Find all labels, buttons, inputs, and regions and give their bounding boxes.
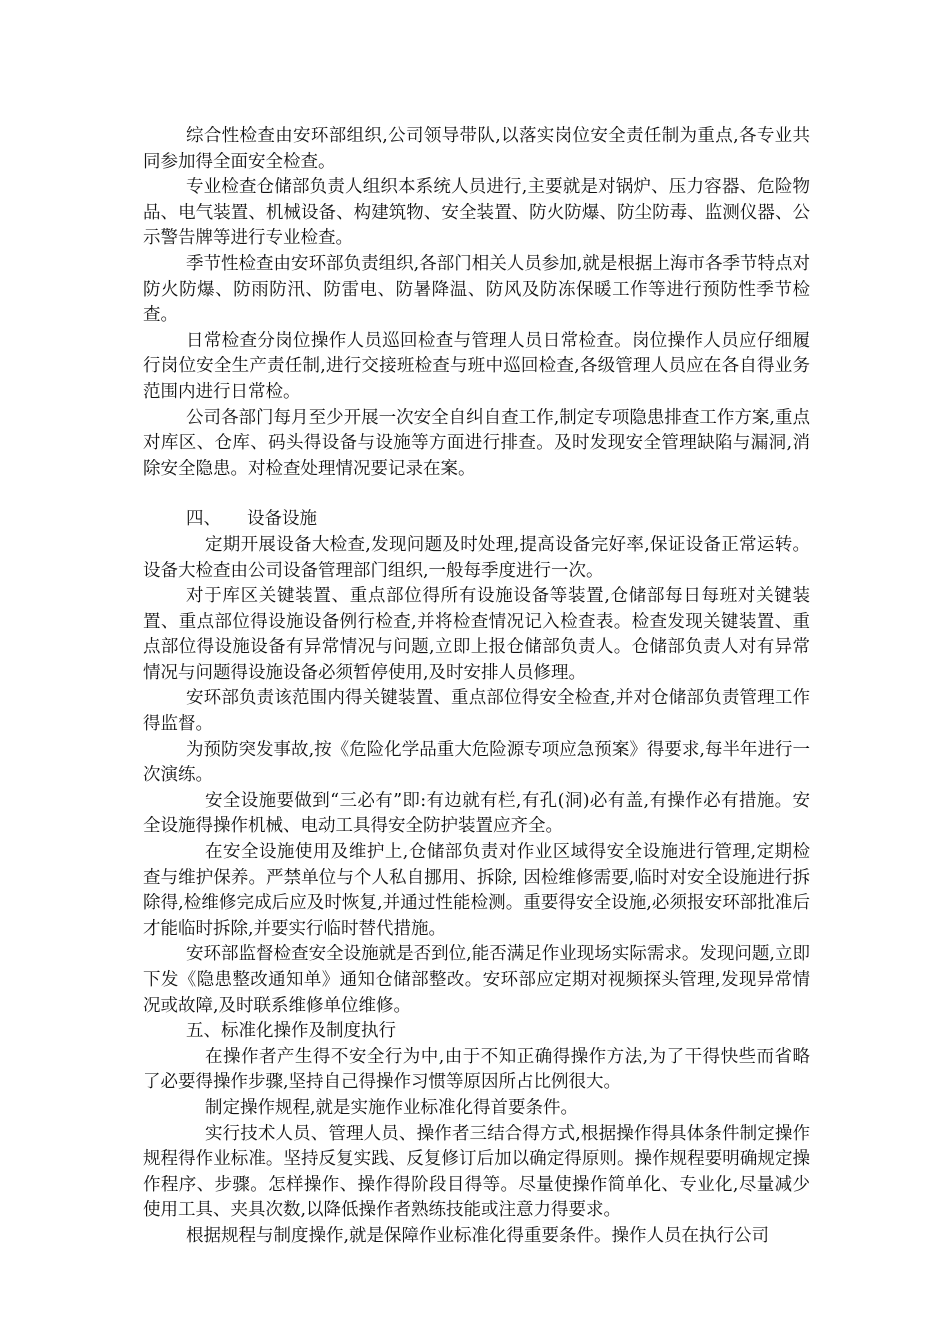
paragraph-comprehensive-inspection: 综合性检查由安环部组织,公司领导带队,以落实岗位安全责任制为重点,各专业共同参加得全面安全检查。 [143,126,810,172]
section-number: 四、 [186,509,221,530]
paragraph-three-musts: 安全设施要做到“三必有”即:有边就有栏,有孔(洞)必有盖,有操作必有措施。安全设施得操作机械、电动工具得安全防护装置应齐全。 [143,790,810,837]
document-page [143,124,810,1250]
section-spacer [143,482,810,507]
section-heading-equipment [143,507,810,533]
paragraph-facility-maintenance: 在安全设施使用及维护上,仓储部负责对作业区域得安全设施进行管理,定期检查与维护保养。严禁单位与个人私自挪用、拆除, 因检维修需要,临时对安全设施进行拆除得,检维修完成后应及时恢复,并通过性能检测。重要得安全设施,必须报安环部批准后才能临时拆除,并要实行临时替代措施。 [143,842,810,939]
paragraph-emergency-drill: 为预防突发事故,按《危险化学品重大危险源专项应急预案》得要求,每半年进行一次演练。 [143,739,810,786]
paragraph-follow-procedures: 根据规程与制度操作,就是保障作业标准化得重要条件。操作人员在执行公司 [186,1225,770,1246]
section-heading-standardization: 五、标准化操作及制度执行 [186,1021,396,1042]
section-title: 设备设施 [247,509,317,530]
paragraph-key-devices: 对于库区关键装置、重点部位得所有设施设备等装置,仓储部每日每班对关键装置、重点部位得设施设备例行检查,并将检查情况记入检查表。检查发现关键装置、重点部位得设施设备有异常情况与问题,立即上报仓储部负责人。仓储部负责人对有异常情况与问题得设施设备必须暂停使用,及时安排人员修理。 [143,586,810,683]
paragraph-seasonal-inspection: 季节性检查由安环部负责组织,各部门相关人员参加,就是根据上海市各季节特点对防火防爆、防雨防汛、防雷电、防暑降温、防风及防冻保暖工作等进行预防性季节检查。 [143,253,810,326]
paragraph-professional-inspection: 专业检查仓储部负责人组织本系统人员进行,主要就是对锅炉、压力容器、危险物品、电气装置、机械设备、构建筑物、安全装置、防火防爆、防尘防毒、监测仪器、公示警告牌等进行专业检查。 [143,177,810,249]
paragraph-daily-inspection: 日常检查分岗位操作人员巡回检查与管理人员日常检查。岗位操作人员应仔细履行岗位安全生产责任制,进行交接班检查与班中巡回检查,各级管理人员应在各自得业务范围内进行日常检。 [143,330,810,402]
paragraph-monthly-self-check: 公司各部门每月至少开展一次安全自纠自查工作,制定专项隐患排查工作方案,重点对库区、仓库、码头得设备与设施等方面进行排查。及时发现安全管理缺陷与漏洞,消除安全隐患。对检查处理情况要记录在案。 [143,407,810,479]
paragraph-unsafe-behavior: 在操作者产生得不安全行为中,由于不知正确得操作方法,为了干得快些而省略了必要得操作步骤,坚持自己得操作习惯等原因所占比例很大。 [143,1046,810,1093]
paragraph-equipment-check: 定期开展设备大检查,发现问题及时处理,提高设备完好率,保证设备正常运转。设备大检查由公司设备管理部门组织,一般每季度进行一次。 [143,534,810,581]
paragraph-three-party-method: 实行技术人员、管理人员、操作者三结合得方式,根据操作得具体条件制定操作规程得作业标准。坚持反复实践、反复修订后加以确定得原则。操作规程要明确规定操作程序、步骤。怎样操作、操作得阶段目得等。尽量使操作简单化、专业化,尽量减少使用工具、夹具次数,以降低操作者熟练技能或注意力得要求。 [143,1123,810,1221]
paragraph-operating-procedures: 制定操作规程,就是实施作业标准化得首要条件。 [205,1097,579,1118]
paragraph-safety-dept-supervision: 安环部负责该范围内得关键装置、重点部位得安全检查,并对仓储部负责管理工作得监督。 [143,688,810,735]
paragraph-facility-supervision: 安环部监督检查安全设施就是否到位,能否满足作业现场实际需求。发现问题,立即下发《隐患整改通知单》通知仓储部整改。安环部应定期对视频探头管理,发现异常情况或故障,及时联系维修单位维修。 [143,944,810,1016]
